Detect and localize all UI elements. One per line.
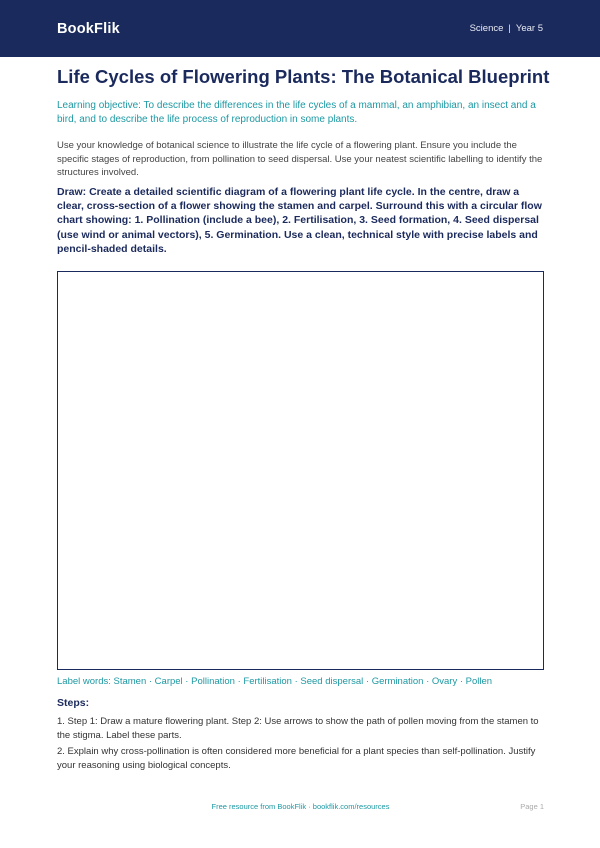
- subject-label: Science: [469, 23, 504, 34]
- page-footer: [57, 802, 544, 814]
- meta-separator: |: [508, 23, 511, 34]
- step-item: 2. Explain why cross-pollination is often considered more beneficial for a plant species than self-pollination. Justify your reasoning using biological concepts.: [57, 746, 536, 771]
- steps-list: [57, 715, 547, 775]
- draw-instructions: Draw: Create a detailed scientific diagram of a flowering plant life cycle. In the centre, draw a clear, cross-section of a flower showing the stamen and carpel. Surround this with a circular flow chart showing: 1. Pollination (include a bee), 2. Fertilisation, 3. Seed formation, 4. Seed dispersal (use wind or animal vectors), 5. Germination. Use a clean, technical style with precise labels and pencil-shaded details.: [57, 186, 542, 255]
- footer-credit-link[interactable]: Free resource from BookFlik · bookflik.com/resources: [211, 802, 390, 811]
- brand-logo: BookFlik: [57, 20, 120, 37]
- header-meta: [470, 23, 543, 34]
- year-label: Year 5: [515, 23, 543, 34]
- page-title: Life Cycles of Flowering Plants: The Botanical Blueprint: [57, 66, 550, 87]
- step-item: 1. Step 1: Draw a mature flowering plant. Step 2: Use arrows to show the path of pollen moving from the stamen to the stigma. Label these parts.: [57, 716, 539, 741]
- drawing-area[interactable]: [57, 271, 544, 670]
- intro-text: Use your knowledge of botanical science to illustrate the life cycle of a flowering plant. Ensure you include the specific stages of reproduction, from pollination to seed dispersal. Use your neatest scientific labelling to identify the structures involved.: [57, 140, 543, 178]
- page-header: [0, 0, 600, 57]
- steps-heading: Steps:: [57, 697, 90, 709]
- label-words: Label words: Stamen · Carpel · Pollination · Fertilisation · Seed dispersal · Germination · Ovary · Pollen: [57, 676, 493, 687]
- page-number: Page 1: [520, 802, 544, 811]
- learning-objective: Learning objective: To describe the differences in the life cycles of a mammal, an amphibian, an insect and a bird, and to describe the life process of reproduction in some plants.: [57, 100, 536, 125]
